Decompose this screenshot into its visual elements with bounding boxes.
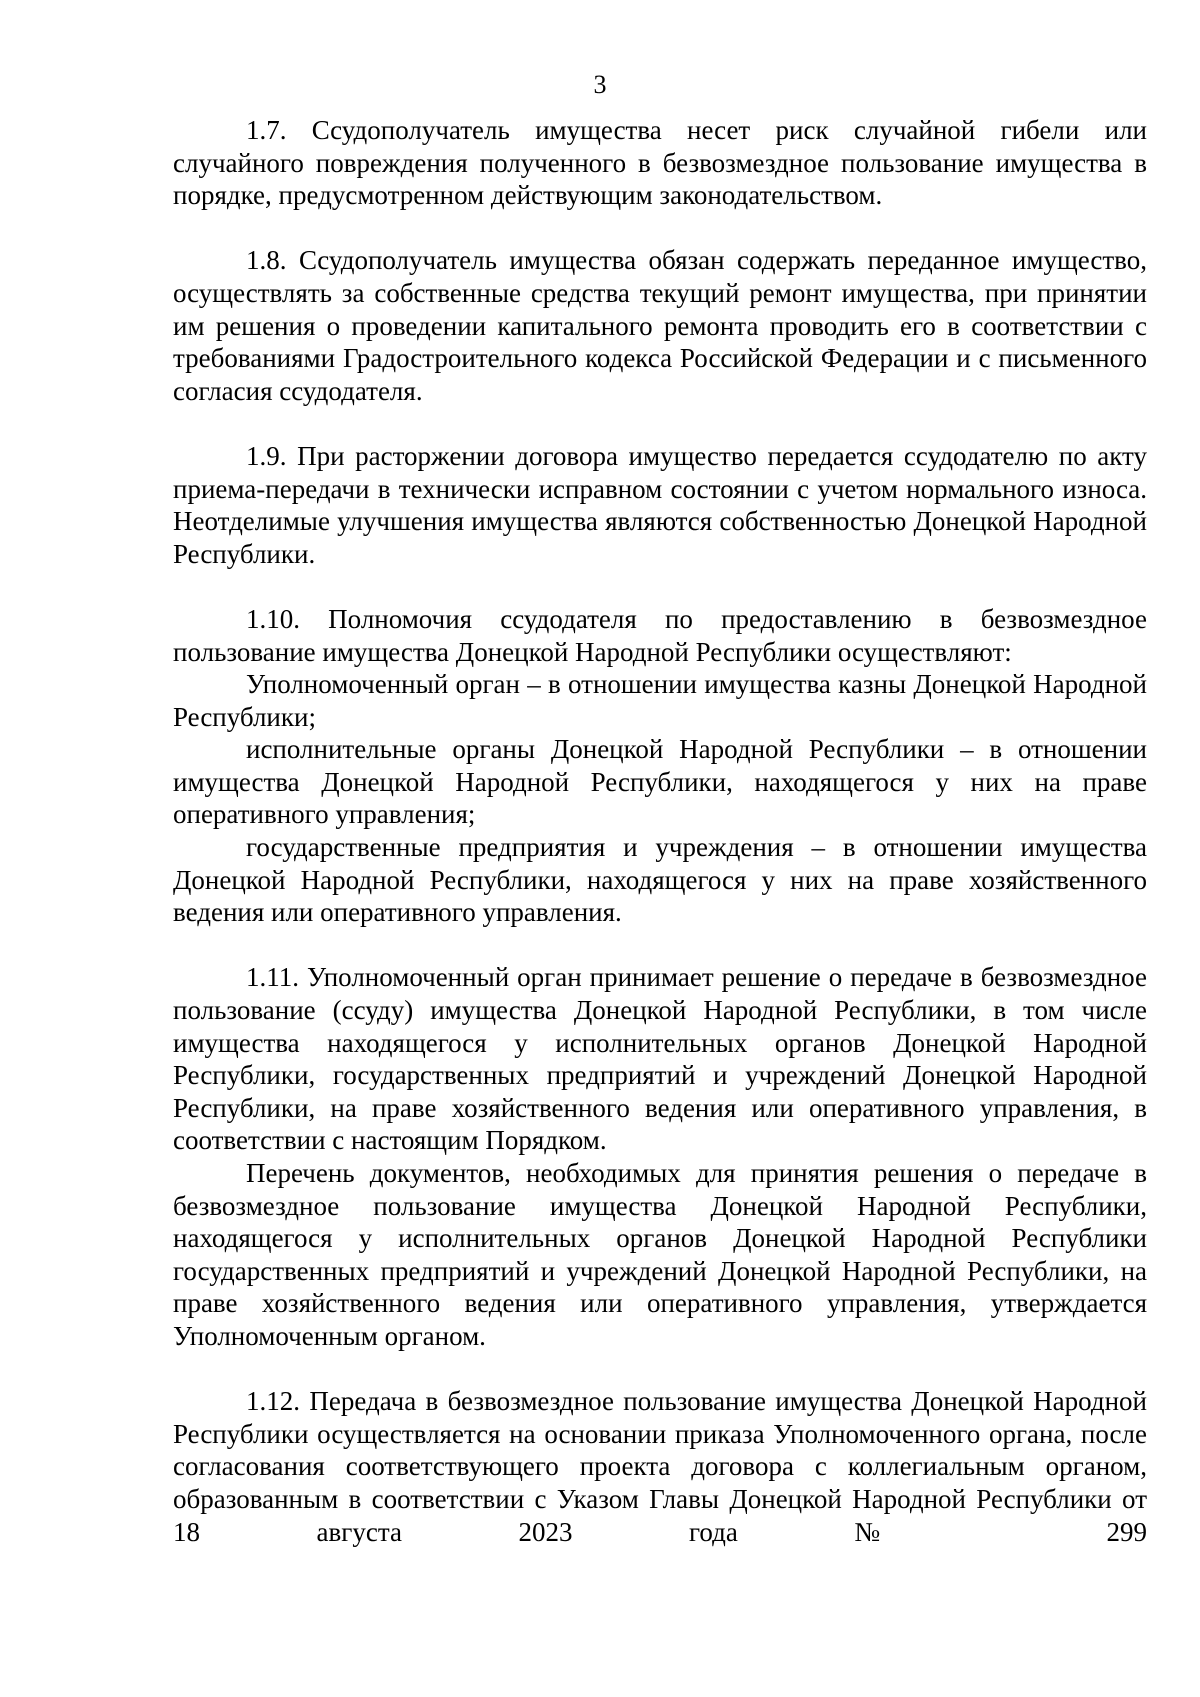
paragraph-1-10-item-2: исполнительные органы Донецкой Народной Республики – в отношении имущества Донецкой Народной Республики, находящегося у них на праве оперативного управления; — [173, 734, 1147, 830]
paragraph-1-10: 1.10. Полномочия ссудодателя по предоставлению в безвозмездное пользование имущества Донецкой Народной Республики осуществляют: — [173, 603, 1147, 667]
paragraph-1-11-documents-list: Перечень документов, необходимых для принятия решения о передаче в безвозмездное пользование имущества Донецкой Народной Республики, находящегося у исполнительных органов Донецкой Народной Республики государственных предприятий и учреждений Донецкой Народной Республики, на праве хозяйственного ведения или оперативного управления, утверждается Уполномоченным органом. — [173, 1158, 1147, 1351]
paragraph-1-10-item-3: государственные предприятия и учреждения – в отношении имущества Донецкой Народной Республики, находящегося у них на праве хозяйственного ведения или оперативного управления. — [173, 832, 1147, 928]
paragraph-1-7: 1.7. Ссудополучатель имущества несет риск случайной гибели или случайного повреждения полученного в безвозмездное пользование имущества в порядке, предусмотренном действующим законодательством. — [173, 115, 1147, 211]
paragraph-1-12: 1.12. Передача в безвозмездное пользование имущества Донецкой Народной Республики осуществляется на основании приказа Уполномоченного органа, после согласования соответствующего проекта договора с коллегиальным органом, образованным в соответствии с Указом Главы Донецкой Народной Республики от 18 августа 2023 года № 299 — [173, 1386, 1147, 1547]
paragraph-1-9: 1.9. При расторжении договора имущество передается ссудодателю по акту приема-передачи в технически исправном состоянии с учетом нормального износа. Неотделимые улучшения имущества являются собственностью Донецкой Народной Республики. — [173, 440, 1147, 569]
paragraph-1-10-item-1: Уполномоченный орган – в отношении имущества казны Донецкой Народной Республики; — [173, 669, 1147, 732]
paragraph-1-11: 1.11. Уполномоченный орган принимает решение о передаче в безвозмездное пользование (ссуду) имущества Донецкой Народной Республики, в том числе имущества находящегося у исполнительных органов Донецкой Народной Республики, государственных предприятий и учреждений Донецкой Народной Республики, на праве хозяйственного ведения или оперативного управления, в соответствии с настоящим Порядком. — [173, 962, 1147, 1156]
page-number: 3 — [593, 70, 607, 99]
document-body — [173, 114, 1147, 1548]
paragraph-1-8: 1.8. Ссудополучатель имущества обязан содержать переданное имущество, осуществлять за собственные средства текущий ремонт имущества, при принятии им решения о проведении капитального ремонта проводить его в соответствии с требованиями Градостроительного кодекса Российской Федерации и с письменного согласия ссудодателя. — [173, 245, 1147, 406]
